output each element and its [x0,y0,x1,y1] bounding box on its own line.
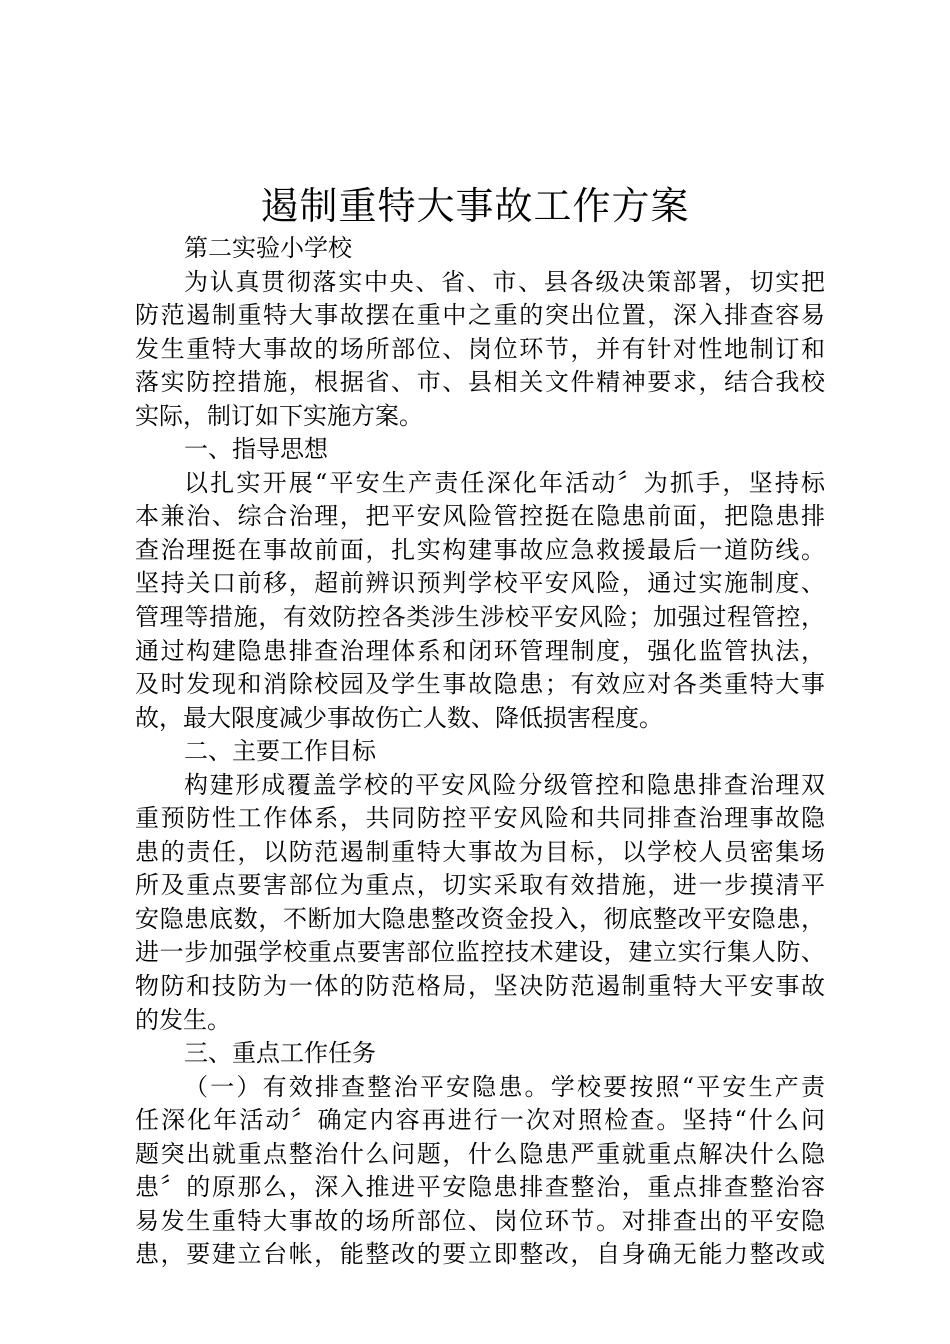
text-line: 物防和技防为一体的防范格局，坚决防范遏制重特大平安事故 [135,972,825,1001]
text-line: 患〞的原那么，深入推进平安隐患排查整治，重点排查整治容 [135,1173,825,1202]
document-body [135,232,825,1272]
text-line: 题突出就重点整治什么问题，什么隐患严重就重点解决什么隐 [135,1139,825,1168]
text-line: 防范遏制重特大事故摆在重中之重的突出位置，深入排查容易 [135,301,825,330]
text-line: 构建形成覆盖学校的平安风险分级管控和隐患排查治理双 [184,770,825,799]
text-line: 一、指导思想 [184,435,328,464]
text-line: 安隐患底数，不断加大隐患整改资金投入，彻底整改平安隐患， [135,904,825,933]
text-line: （一）有效排查整治平安隐患。学校要按照“平安生产责 [184,1072,825,1101]
text-line: 查治理挺在事故前面，扎实构建事故应急救援最后一道防线。 [135,535,825,564]
text-line: 进一步加强学校重点要害部位监控技术建设，建立实行集人防、 [135,938,825,967]
text-line: 管理等措施，有效防控各类涉生涉校平安风险；加强过程管控， [135,603,825,632]
text-line: 重预防性工作体系，共同防控平安风险和共同排查治理事故隐 [135,804,825,833]
text-line: 落实防控措施，根据省、市、县相关文件精神要求，结合我校 [135,368,825,397]
text-line: 三、重点工作任务 [184,1039,376,1068]
text-line: 为认真贯彻落实中央、省、市、县各级决策部署，切实把 [184,267,825,296]
document-title: 遏制重特大事故工作方案 [260,184,690,228]
text-line: 患，要建立台帐，能整改的要立即整改，自身确无能力整改或 [135,1240,825,1269]
text-line: 以扎实开展“平安生产责任深化年活动〞为抓手，坚持标 [184,468,825,497]
text-line: 通过构建隐患排查治理体系和闭环管理制度，强化监管执法， [135,636,825,665]
text-line: 本兼治、综合治理，把平安风险管控挺在隐患前面，把隐患排 [135,502,825,531]
text-line: 第二实验小学校 [184,234,352,262]
text-line: 任深化年活动〞确定内容再进行一次对照检查。坚持“什么问 [135,1106,825,1135]
text-line: 及时发现和消除校园及学生事故隐患；有效应对各类重特大事 [135,670,825,699]
text-line: 实际，制订如下实施方案。 [135,401,423,430]
text-line: 发生重特大事故的场所部位、岗位环节，并有针对性地制订和 [135,334,825,363]
text-line: 所及重点要害部位为重点，切实采取有效措施，进一步摸清平 [135,871,825,900]
text-line: 患的责任，以防范遏制重特大事故为目标，以学校人员密集场 [135,837,825,866]
text-line: 坚持关口前移，超前辨识预判学校平安风险，通过实施制度、 [135,569,825,598]
text-line: 的发生。 [135,1005,231,1034]
text-line: 故，最大限度减少事故伤亡人数、降低损害程度。 [135,703,663,732]
text-line: 二、主要工作目标 [184,737,376,766]
text-line: 易发生重特大事故的场所部位、岗位环节。对排查出的平安隐 [135,1206,825,1235]
